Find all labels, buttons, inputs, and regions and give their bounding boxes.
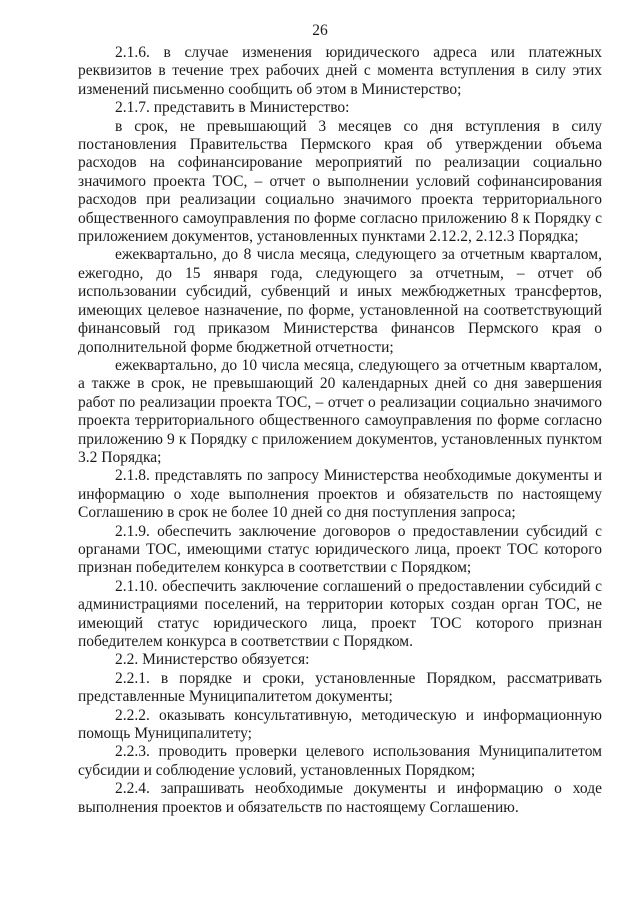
- paragraph-2-1-7-first-report: в срок, не превышающий 3 месяцев со дня вступления в силу постановления Правительства Пермского края об утверждении объема расходов на софинансирование мероприятий по реализации социально значимого проекта ТОС, – отчет о выполнении условий софинансирования расходов при реализации социально значимого проекта территориального общественного самоуправления по форме согласно приложению 8 к Порядку с приложением документов, установленных пунктами 2.12.2, 2.12.3 Порядка;: [78, 117, 602, 246]
- paragraph-2-1-10: 2.1.10. обеспечить заключение соглашений о предоставлении субсидий с администрациями поселений, на территории которых создан орган ТОС, не имеющий статус юридического лица, проект ТОС которого признан победителем конкурса в соответствии с Порядком.: [78, 577, 602, 650]
- paragraph-2-2-4: 2.2.4. запрашивать необходимые документы и информацию о ходе выполнения проектов и обязательств по настоящему Соглашению.: [78, 780, 602, 816]
- paragraph-2-2: 2.2. Министерство обязуется:: [115, 651, 310, 669]
- document-body: [78, 44, 602, 817]
- page-number: 26: [312, 22, 328, 39]
- paragraph-2-2-1: 2.2.1. в порядке и сроки, установленные Порядком, рассматривать представленные Муниципалитетом документы;: [78, 669, 602, 706]
- paragraph-2-1-7-quarterly-report: ежеквартально, до 8 числа месяца, следующего за отчетным кварталом, ежегодно, до 15 января года, следующего за отчетным, – отчет об использовании субсидий, субвенций и иных межбюджетных трансфертов, имеющих целевое назначение, по форме, установленной на соответствующий финансовый год приказом Министерства финансов Пермского края о дополнительной форме бюджетной отчетности;: [78, 246, 602, 356]
- paragraph-2-2-3: 2.2.3. проводить проверки целевого использования Муниципалитетом субсидии и соблюдение условий, установленных Порядком;: [78, 743, 602, 779]
- paragraph-2-1-7: 2.1.7. представить в Министерство:: [115, 99, 350, 117]
- paragraph-2-1-8: 2.1.8. представлять по запросу Министерства необходимые документы и информацию о ходе выполнения проектов и обязательств по настоящему Соглашению в срок не более 10 дней со дня поступления запроса;: [78, 467, 602, 522]
- paragraph-2-1-9: 2.1.9. обеспечить заключение договоров о предоставлении субсидий с органами ТОС, имеющими статус юридического лица, проект ТОС которого признан победителем конкурса в соответствии с Порядком;: [78, 522, 602, 577]
- paragraph-2-1-6: 2.1.6. в случае изменения юридического адреса или платежных реквизитов в течение трех рабочих дней с момента вступления в силу этих изменений письменно сообщить об этом в Министерство;: [78, 44, 602, 98]
- paragraph-2-2-2: 2.2.2. оказывать консультативную, методическую и информационную помощь Муниципалитету;: [78, 706, 602, 743]
- paragraph-2-1-7-project-report: ежеквартально, до 10 числа месяца, следующего за отчетным кварталом, а также в срок, не превышающий 20 календарных дней со дня завершения работ по реализации проекта ТОС, – отчет о реализации социально значимого проекта территориального общественного самоуправления по форме согласно приложению 9 к Порядку с приложением документов, установленных пунктом 3.2 Порядка;: [78, 356, 602, 466]
